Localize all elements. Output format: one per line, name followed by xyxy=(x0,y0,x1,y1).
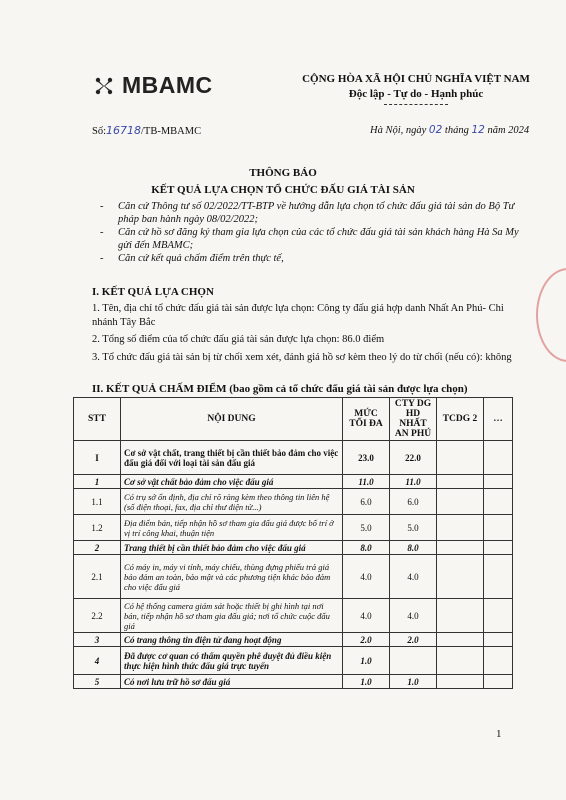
section-1-paragraph-3: 3. Tổ chức đấu giá tài sản bị từ chối xem xét, đánh giá hồ sơ kèm theo lý do từ chối (nếu có): không xyxy=(92,352,512,363)
cell-content: Đã được cơ quan có thẩm quyền phê duyệt đủ điều kiện thực hiện hình thức đấu giá trực tuyến xyxy=(121,647,343,675)
cell-tcdg2 xyxy=(437,515,484,541)
mbamc-logo-icon xyxy=(92,75,116,97)
table-row xyxy=(74,675,513,689)
cell-max: 23.0 xyxy=(343,441,390,475)
handwritten-day: 02 xyxy=(428,124,443,136)
logo-text: MBAMC xyxy=(122,72,213,98)
cell-stt: 5 xyxy=(74,675,121,689)
cell-content: Có máy in, máy vi tính, máy chiếu, thùng đựng phiếu trả giá bảo đảm an toàn, bảo mật và các phương tiện khác bảo đảm cho việc đấu giá xyxy=(121,555,343,599)
cell-score: 4.0 xyxy=(390,599,437,633)
cell-content: Có trụ sở ổn định, địa chỉ rõ ràng kèm theo thông tin liên hệ (số điện thoại, fax, địa chỉ thư điện tử...) xyxy=(121,489,343,515)
header-max: MỨC TỐI ĐA xyxy=(343,398,390,441)
red-stamp xyxy=(536,268,566,362)
cell-stt: 2.2 xyxy=(74,599,121,633)
table-row xyxy=(74,441,513,475)
table-header-row xyxy=(74,398,513,441)
cell-score: 22.0 xyxy=(390,441,437,475)
national-header xyxy=(290,72,542,105)
cell-score: 4.0 xyxy=(390,555,437,599)
cell-max: 4.0 xyxy=(343,555,390,599)
table-row xyxy=(74,475,513,489)
scoring-table xyxy=(73,397,513,689)
cell-more xyxy=(484,541,513,555)
table-row xyxy=(74,515,513,541)
cell-score: 8.0 xyxy=(390,541,437,555)
section-1-heading: I. KẾT QUẢ LỰA CHỌN xyxy=(92,286,214,298)
cell-max: 1.0 xyxy=(343,675,390,689)
cell-tcdg2 xyxy=(437,475,484,489)
nation-motto: Độc lập - Tự do - Hạnh phúc xyxy=(348,88,484,100)
page-number: 1 xyxy=(496,728,502,740)
table-row xyxy=(74,541,513,555)
header-nhat-an-phu: CTY DG HD NHẤT AN PHÚ xyxy=(390,398,437,441)
cell-content: Cơ sở vật chất, trang thiết bị cần thiết bảo đảm cho việc đấu giá đối với loại tài sản đấu giá xyxy=(121,441,343,475)
cell-tcdg2 xyxy=(437,541,484,555)
cell-more xyxy=(484,633,513,647)
cell-max: 8.0 xyxy=(343,541,390,555)
section-1-paragraph-2: 2. Tổng số điểm của tổ chức đấu giá tài sản được lựa chọn: 86.0 điểm xyxy=(92,334,385,345)
cell-max: 11.0 xyxy=(343,475,390,489)
document-title: THÔNG BÁO xyxy=(249,167,317,179)
cell-more xyxy=(484,441,513,475)
handwritten-month: 12 xyxy=(471,124,485,136)
section-1-paragraph-1: 1. Tên, địa chỉ tổ chức đấu giá tài sản được lựa chọn: Công ty đấu giá hợp danh Nhất An Phú- Chi nhánh Tây Bắc xyxy=(92,303,504,328)
cell-max: 1.0 xyxy=(343,647,390,675)
cell-content: Có hệ thống camera giám sát hoặc thiết bị ghi hình tại nơi bán, tiếp nhận hồ sơ tham gia đấu giá; nơi tổ chức cuộc đấu giá xyxy=(121,599,343,633)
cell-tcdg2 xyxy=(437,489,484,515)
cell-tcdg2 xyxy=(437,633,484,647)
basis-item: - Căn cứ kết quả chấm điểm trên thực tế, xyxy=(100,253,284,264)
section-2-heading: II. KẾT QUẢ CHẤM ĐIỂM (bao gồm cả tổ chức đấu giá tài sản được lựa chọn) xyxy=(92,383,468,395)
cell-stt: 2 xyxy=(74,541,121,555)
table-row xyxy=(74,555,513,599)
table-row xyxy=(74,633,513,647)
mbamc-logo xyxy=(92,72,213,99)
document-number: Số:16718/TB-MBAMC xyxy=(92,124,202,137)
cell-score: 5.0 xyxy=(390,515,437,541)
cell-stt: 1.1 xyxy=(74,489,121,515)
cell-tcdg2 xyxy=(437,441,484,475)
document-subtitle: KẾT QUẢ LỰA CHỌN TỔ CHỨC ĐẤU GIÁ TÀI SẢN xyxy=(151,184,415,196)
cell-score: 2.0 xyxy=(390,633,437,647)
cell-tcdg2 xyxy=(437,599,484,633)
cell-stt: I xyxy=(74,441,121,475)
cell-max: 4.0 xyxy=(343,599,390,633)
cell-more xyxy=(484,515,513,541)
legal-bases xyxy=(100,200,520,265)
cell-stt: 1 xyxy=(74,475,121,489)
cell-more xyxy=(484,475,513,489)
nation-name: CỘNG HÒA XÃ HỘI CHỦ NGHĨA VIỆT NAM xyxy=(302,73,530,85)
header-more: … xyxy=(484,398,513,441)
cell-content: Trang thiết bị cần thiết bảo đảm cho việc đấu giá xyxy=(121,541,343,555)
cell-stt: 3 xyxy=(74,633,121,647)
cell-max: 2.0 xyxy=(343,633,390,647)
cell-max: 5.0 xyxy=(343,515,390,541)
cell-max: 6.0 xyxy=(343,489,390,515)
cell-stt: 4 xyxy=(74,647,121,675)
cell-more xyxy=(484,599,513,633)
date-line: Hà Nội, ngày 02 tháng 12 năm 2024 xyxy=(370,124,530,136)
basis-item: - Căn cứ hồ sơ đăng ký tham gia lựa chọn của các tổ chức đấu giá tài sản khách hàng Hà Sa My gửi đến MBAMC; xyxy=(100,227,519,251)
cell-content: Cơ sở vật chất bảo đảm cho việc đấu giá xyxy=(121,475,343,489)
header-content: NỘI DUNG xyxy=(121,398,343,441)
motto-underline xyxy=(384,104,448,105)
header-tcdg2: TCDG 2 xyxy=(437,398,484,441)
cell-content: Có trang thông tin điện tử đang hoạt động xyxy=(121,633,343,647)
table-row xyxy=(74,489,513,515)
handwritten-number: 16718 xyxy=(106,124,142,137)
cell-stt: 1.2 xyxy=(74,515,121,541)
cell-more xyxy=(484,489,513,515)
table-row xyxy=(74,647,513,675)
header-stt: STT xyxy=(74,398,121,441)
cell-stt: 2.1 xyxy=(74,555,121,599)
cell-tcdg2 xyxy=(437,555,484,599)
cell-content: Có nơi lưu trữ hồ sơ đấu giá xyxy=(121,675,343,689)
cell-tcdg2 xyxy=(437,647,484,675)
cell-score: 11.0 xyxy=(390,475,437,489)
cell-score: 1.0 xyxy=(390,675,437,689)
cell-more xyxy=(484,555,513,599)
cell-more xyxy=(484,647,513,675)
cell-score xyxy=(390,647,437,675)
cell-more xyxy=(484,675,513,689)
cell-content: Địa điểm bán, tiếp nhận hồ sơ tham gia đấu giá được bố trí ở vị trí công khai, thuận tiện xyxy=(121,515,343,541)
cell-tcdg2 xyxy=(437,675,484,689)
cell-score: 6.0 xyxy=(390,489,437,515)
table-row xyxy=(74,599,513,633)
basis-item: - Căn cứ Thông tư số 02/2022/TT-BTP về hướng dẫn lựa chọn tổ chức đấu giá tài sản do Bộ Tư pháp ban hành ngày 08/02/2022; xyxy=(100,201,515,225)
